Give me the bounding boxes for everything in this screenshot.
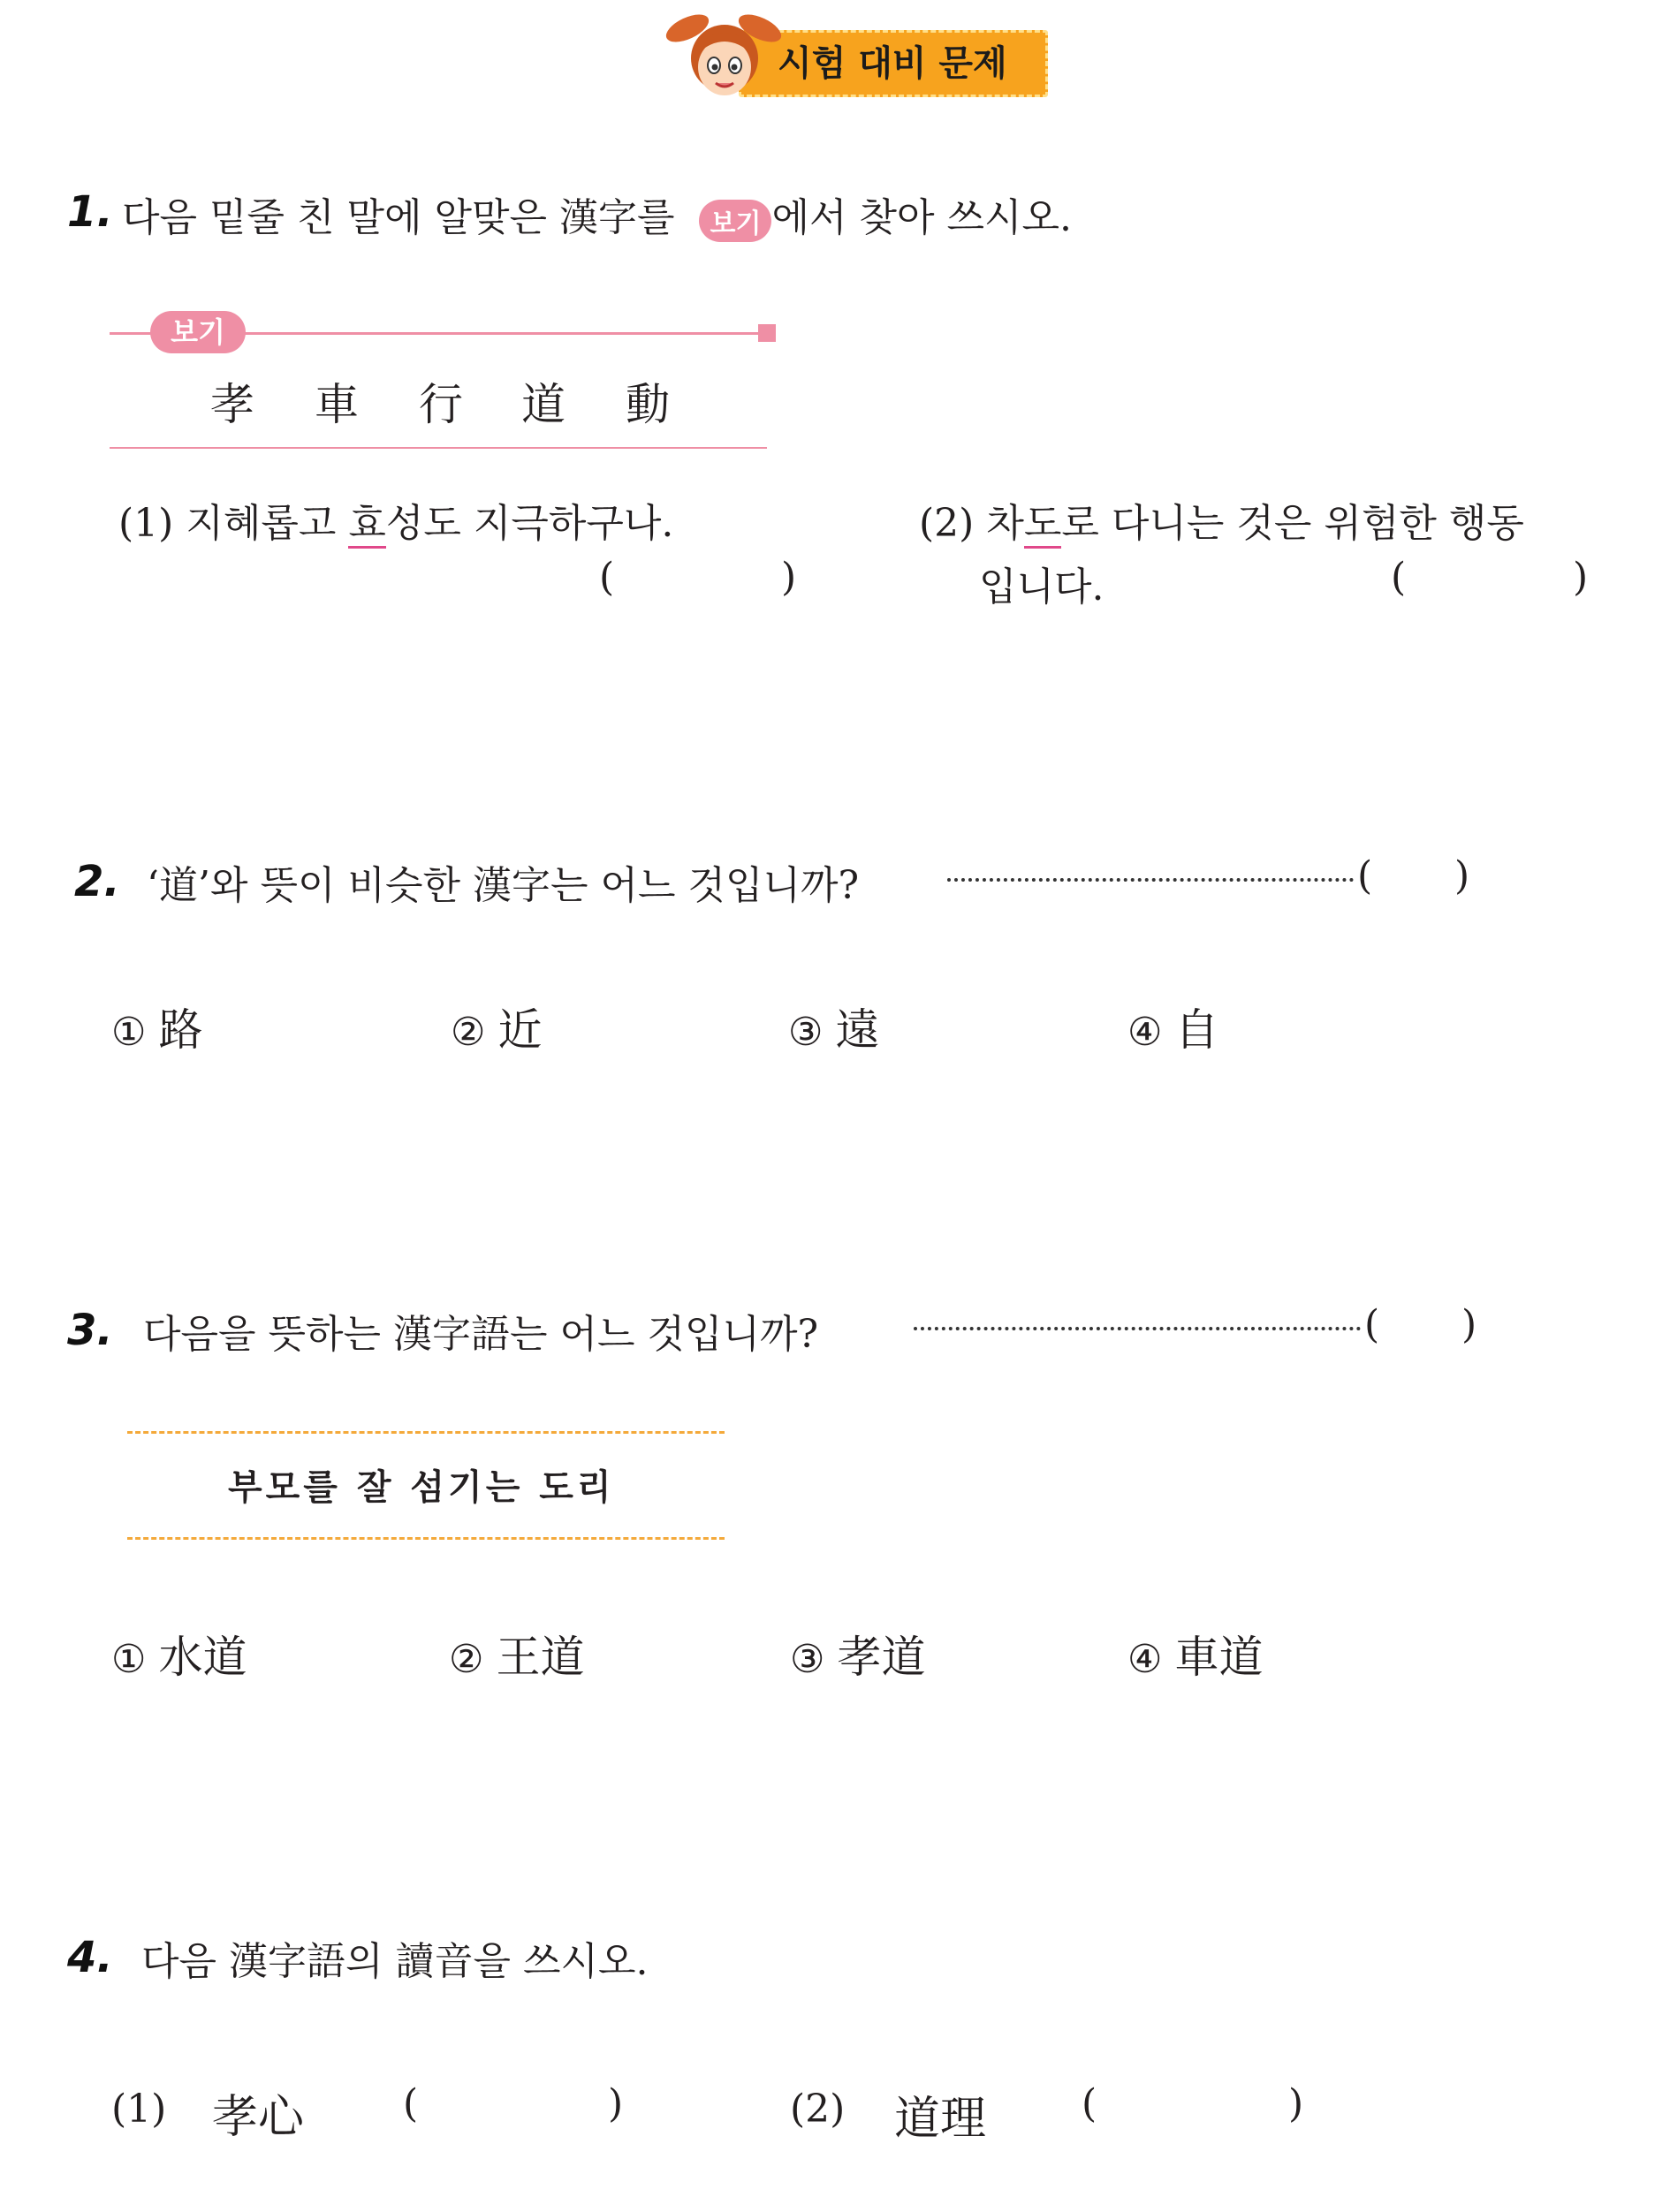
question-2-paren-close: ) bbox=[1454, 853, 1470, 898]
bogi-char-1: 孝 bbox=[210, 379, 254, 430]
question-number-4: 4. bbox=[67, 1933, 113, 1982]
question-3-paren-close: ) bbox=[1461, 1302, 1477, 1347]
q3-option-1[interactable] bbox=[111, 1622, 247, 1686]
q1-item-1-answer-blank[interactable] bbox=[619, 555, 769, 604]
q3-option-1-mark: ① bbox=[111, 1637, 147, 1682]
q3-option-2-mark: ② bbox=[449, 1637, 484, 1682]
q3-option-4-text: 車道 bbox=[1174, 1632, 1264, 1683]
q2-option-2-text: 近 bbox=[497, 1004, 543, 1056]
q4-item-2-word: 道理 bbox=[894, 2093, 987, 2146]
q1-item-2-answer-blank[interactable] bbox=[1410, 555, 1560, 604]
q3-option-3-text: 孝道 bbox=[837, 1632, 926, 1683]
q1-item-2-line2: 입니다. bbox=[979, 564, 1104, 610]
bogi-badge: 보기 bbox=[699, 200, 771, 242]
q2-option-1[interactable] bbox=[111, 995, 202, 1058]
bogi-char-3: 行 bbox=[419, 379, 463, 430]
q3-option-2-text: 王道 bbox=[496, 1632, 585, 1683]
q4-item-2-num: (2) bbox=[790, 2087, 846, 2132]
q1-item-2-paren-open: ( bbox=[1391, 555, 1407, 600]
q3-option-3[interactable] bbox=[790, 1622, 925, 1686]
q3-option-1-text: 水道 bbox=[158, 1632, 247, 1683]
q4-item-1-paren-open: ( bbox=[403, 2081, 419, 2126]
question-3-text: 다음을 뜻하는 漢字語는 어느 것입니까? bbox=[143, 1312, 819, 1357]
q1-item-1-paren-open: ( bbox=[599, 555, 615, 600]
question-3-leader-dots bbox=[914, 1327, 1361, 1330]
question-2-text: ‘道’와 뜻이 비슷한 漢字는 어느 것입니까? bbox=[147, 863, 860, 908]
q4-item-2-answer-blank[interactable] bbox=[1103, 2081, 1279, 2131]
q1-item-2-paren-close: ) bbox=[1573, 555, 1589, 600]
q2-option-1-text: 路 bbox=[158, 1004, 203, 1056]
q4-item-1-answer-blank[interactable] bbox=[424, 2081, 601, 2131]
q1-item-2 bbox=[919, 491, 1524, 548]
question-2-paren-open: ( bbox=[1357, 853, 1373, 898]
q3-option-2[interactable] bbox=[449, 1622, 584, 1686]
q1-item-2-text-b: 로 다니는 것은 위험한 행동 bbox=[1061, 501, 1524, 546]
q1-item-1 bbox=[118, 491, 673, 548]
q4-item-2-paren-close: ) bbox=[1288, 2081, 1304, 2126]
q1-item-2-num: (2) bbox=[919, 501, 975, 546]
q1-item-1-text-a: 지혜롭고 bbox=[186, 501, 349, 546]
question-1-text-before: 다음 밑줄 친 말에 알맞은 漢字를 bbox=[122, 195, 675, 240]
q1-item-2-text-a: 차 bbox=[986, 501, 1024, 546]
q2-option-2[interactable] bbox=[451, 995, 542, 1058]
question-1-text bbox=[122, 186, 1072, 242]
q1-item-1-underlined: 효 bbox=[348, 501, 386, 549]
bogi-char-2: 車 bbox=[315, 379, 359, 430]
q2-option-3[interactable] bbox=[788, 995, 879, 1058]
question-number-2: 2. bbox=[74, 857, 120, 906]
q3-option-4-mark: ④ bbox=[1127, 1637, 1163, 1682]
q3-option-3-mark: ③ bbox=[790, 1637, 825, 1682]
question-2-answer-blank[interactable] bbox=[1378, 853, 1449, 903]
question-number-1: 1. bbox=[67, 187, 113, 237]
bogi-square-marker bbox=[758, 324, 776, 342]
q4-item-2-paren-open: ( bbox=[1082, 2081, 1097, 2126]
bogi-box-label: 보기 bbox=[150, 311, 246, 353]
q2-option-4-text: 自 bbox=[1174, 1004, 1219, 1056]
question-3-paren-open: ( bbox=[1364, 1302, 1380, 1347]
q3-box-bottom-dashline bbox=[127, 1537, 725, 1540]
page-title: 시험 대비 문제 bbox=[778, 43, 1007, 84]
q2-option-1-mark: ① bbox=[111, 1010, 147, 1055]
bogi-bottom-rule bbox=[110, 447, 767, 449]
q4-item-1-num: (1) bbox=[111, 2087, 167, 2132]
q2-option-3-mark: ③ bbox=[788, 1010, 824, 1055]
q2-option-3-text: 遠 bbox=[835, 1004, 880, 1056]
girl-mascot-icon bbox=[661, 4, 785, 102]
bogi-char-4: 道 bbox=[521, 379, 566, 430]
q2-option-4-mark: ④ bbox=[1127, 1010, 1163, 1055]
q3-box-top-dashline bbox=[127, 1431, 725, 1434]
q1-item-1-text-b: 성도 지극하구나. bbox=[385, 501, 674, 546]
q3-option-4[interactable] bbox=[1127, 1622, 1263, 1686]
q2-option-4[interactable] bbox=[1127, 995, 1218, 1058]
question-3-answer-blank[interactable] bbox=[1385, 1302, 1456, 1352]
bogi-char-5: 動 bbox=[626, 379, 670, 430]
q3-meaning-text: 부모를 잘 섬기는 도리 bbox=[228, 1467, 615, 1508]
q1-item-2-underlined: 도 bbox=[1024, 501, 1062, 549]
question-4-text: 다음 漢字語의 讀音을 쓰시오. bbox=[141, 1939, 649, 1984]
q1-item-1-num: (1) bbox=[118, 501, 174, 546]
question-number-3: 3. bbox=[67, 1306, 113, 1355]
question-2-leader-dots bbox=[947, 878, 1354, 882]
q2-option-2-mark: ② bbox=[451, 1010, 486, 1055]
q4-item-1-word: 孝心 bbox=[212, 2091, 305, 2144]
question-1-text-after: 에서 찾아 쓰시오. bbox=[771, 195, 1072, 240]
q4-item-1-paren-close: ) bbox=[608, 2081, 624, 2126]
q1-item-1-paren-close: ) bbox=[781, 555, 797, 600]
